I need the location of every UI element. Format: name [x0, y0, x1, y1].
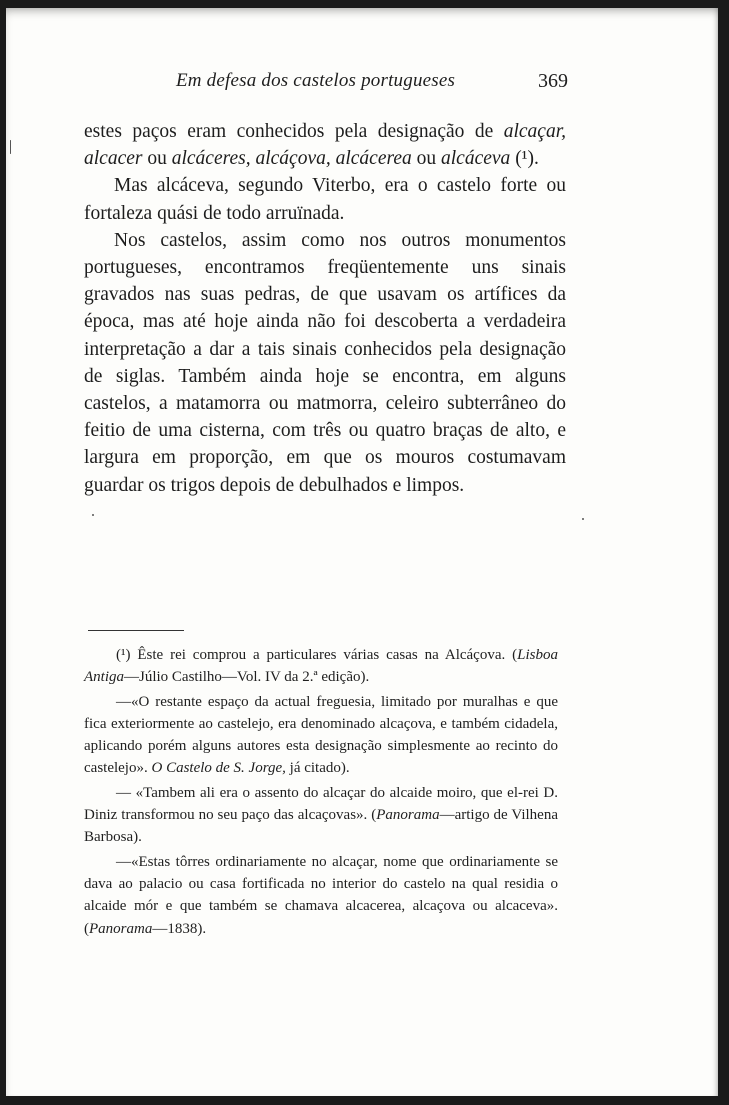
paper-speck — [92, 514, 94, 516]
footnote — [84, 851, 558, 940]
text-run: ou — [411, 148, 442, 170]
text-run: estes paços eram conhecidos pela designação de — [84, 121, 504, 142]
footnotes — [84, 644, 558, 942]
text-run: —«Estas tôrres ordinariamente no alcaçar, nome que ordinariamente se dava ao palacio ou casa fortificada no interior do castelo na qual residia o alcaide mór e que também se chamava alcacerea, alcaçova ou alcaceva». ( — [84, 853, 558, 937]
italic-title: Panorama — [376, 807, 440, 824]
footnote-ref: (¹). — [510, 148, 539, 170]
text-run: Mas alcáceva, segundo Viterbo, era o castelo forte ou fortaleza quási de todo arruïnada. — [84, 175, 566, 224]
footnote — [84, 644, 558, 689]
italic-term: alcáceva — [441, 148, 511, 170]
footnote-divider — [88, 630, 184, 631]
paragraph — [84, 118, 566, 172]
text-run: Nos castelos, assim como nos outros monumentos portugueses, encontramos freqüentemente uns sinais gravados nas suas pedras, de que usavam os artífices da época, mas até hoje ainda não foi descoberta a verdadeira interpretação a dar a tais sinais conhecidos pela designação de siglas. Também ainda hoje se encontra, em alguns castelos, a matamorra ou matmorra, celeiro subterrâneo do feitio de uma cisterna, com três ou quatro braças de alto, e largura em proporção, em que os mouros costumavam guardar os trigos depois de debulhados e limpos. — [84, 229, 566, 496]
paragraph — [84, 227, 566, 499]
page-number: 369 — [538, 70, 568, 92]
text-run: (¹) Êste rei comprou a particulares várias casas na Alcáçova. ( — [116, 647, 518, 663]
footnote — [84, 782, 558, 849]
italic-title: Panorama — [89, 920, 153, 937]
text-run: — «Tambem ali era o assento do alcaçar do alcaide moiro, que el-rei D. Diniz transformou no seu paço das alcaçovas». ( — [84, 784, 558, 824]
text-run: —1838). — [152, 920, 207, 937]
text-run: —Júlio Castilho—Vol. IV da 2.ª edição). — [124, 669, 370, 686]
page-header — [176, 70, 576, 100]
paragraph — [84, 172, 566, 226]
text-run: —artigo de Vilhena Barbosa). — [84, 807, 558, 846]
italic-term: alcaçar, alcacer — [84, 121, 566, 170]
book-page — [6, 8, 718, 1096]
text-run: já citado). — [285, 760, 350, 777]
italic-term: alcáceres, alcáçova, alcácerea — [171, 148, 412, 170]
italic-title: Lisboa Antiga — [84, 647, 558, 686]
running-title: Em defesa dos castelos portugueses — [176, 70, 456, 91]
main-text — [84, 118, 566, 499]
paper-speck — [10, 140, 11, 154]
footnote — [84, 691, 558, 780]
text-run: —«O restante espaço da actual freguesia, limitado por muralhas e que fica exteriormente ao castelejo, era denominado alcaçova, e também cidadela, aplicando porém alguns autores esta designação simplesmente ao recinto do castelejo». — [84, 693, 558, 777]
italic-title: O Castelo de S. Jorge, — [151, 760, 286, 777]
text-run: ou — [142, 148, 172, 170]
paper-speck — [582, 518, 584, 520]
